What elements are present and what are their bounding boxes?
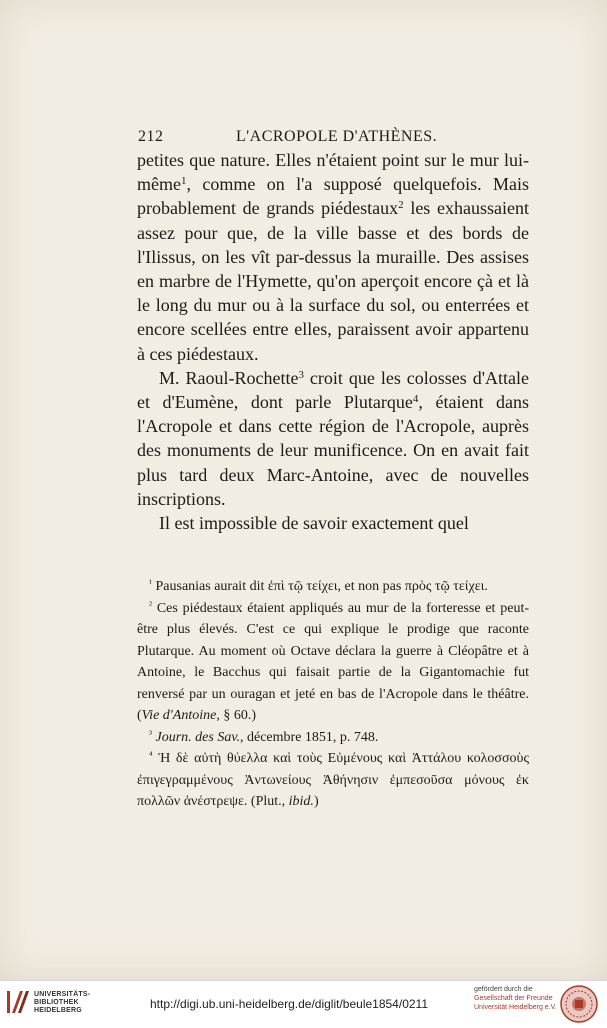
university-seal-icon [560, 985, 598, 1023]
footnote-4-text-b: ) [313, 794, 319, 809]
library-name [34, 991, 90, 1015]
main-text [137, 148, 529, 535]
paragraph-2 [137, 366, 529, 511]
footnotes [137, 576, 529, 813]
paragraph-1 [137, 148, 529, 366]
footnote-ref-1: 1 [180, 175, 187, 188]
footnote-ref-2: 2 [398, 199, 404, 212]
footnote-1-marker: ¹ [149, 578, 152, 589]
paragraph-3: Il est impossible de savoir exactement quel [159, 513, 469, 534]
footnote-3-citation: Journ. des Sav. [155, 729, 240, 745]
footnote-4 [137, 748, 529, 813]
footnote-3 [137, 727, 529, 749]
footnote-1 [137, 576, 529, 598]
library-name-line-1: UNIVERSITÄTS- [34, 991, 91, 998]
paragraph-2-part-c: , étaient dans l'Acropole et dans cette région de l'Acropole, auprès des monuments de leur munificence. On en avait fait plus tard deux Marc-Antoine, avec de nouvelles inscriptions. [137, 392, 530, 509]
viewer-footer [0, 980, 607, 1025]
footnote-2-citation: Vie d'Antoine [141, 708, 217, 723]
sponsor-label: gefördert durch die [474, 986, 533, 993]
footnote-ref-3: 3 [298, 368, 304, 381]
footnote-2-text-b: , § 60.) [216, 708, 256, 723]
sponsor-org-line-1: Gesellschaft der Freunde [474, 995, 553, 1002]
footnote-2-marker: ² [149, 599, 152, 611]
footnote-3-marker: ³ [149, 728, 152, 740]
footnote-2-text-a: Ces piédestaux étaient appliqués au mur de la forteresse et peut-être plus élevés. C'est ce qui explique le prodige que raconte Plutarque. Au moment où Octave déclara la guerre à Cléopâtre et à Antoine, le Bacchus qui faisait partie de la Gigantomachie fut renversé par un ouragan et jeté en bas de l'Acropole dans le théâtre. ( [137, 600, 530, 723]
library-name-line-3: HEIDELBERG [34, 1007, 82, 1014]
footnote-4-citation: ibid. [288, 794, 314, 809]
library-name-line-2: BIBLIOTHEK [34, 999, 79, 1006]
footnote-1-text: Pausanias aurait dit ἐπὶ τῷ τείχει, et non pas πρὸς τῷ τείχει. [155, 579, 488, 594]
footnote-3-text: , décembre 1851, p. 748. [240, 729, 379, 745]
running-title: L'ACROPOLE D'ATHÈNES. [236, 128, 438, 145]
paragraph-2-part-a: M. Raoul-Rochette [159, 367, 299, 388]
sponsor-note [474, 985, 557, 1012]
sponsor-org-line-2: Universität Heidelberg e.V. [474, 1004, 557, 1011]
paragraph-1-part-b: , comme on l'a supposé quelquefois. Mais probablement de grands piédestaux [137, 174, 529, 219]
footnote-4-text-a: Ἡ δὲ αὐτὴ θύελλα καὶ τοὺς Εὐμένους καὶ Ἀττάλου κολοσσοὺς ἐπιγεγραμμένους Ἀντωνείους Ἀθήνησιν ἐμπεσοῦσα μόνους ἐκ πολλῶν ἀνέστρεψε. (Plut., [137, 751, 530, 809]
paragraph-1-part-a: petites que nature. Elles n'étaient point sur le mur lui-même [137, 150, 529, 195]
footnote-2 [137, 598, 529, 727]
paragraph-2-part-b: croit que les colosses d'Attale et d'Eumène, dont parle Plutarque [137, 367, 529, 413]
footnote-ref-4: 4 [412, 393, 419, 406]
footnote-4-marker: ⁴ [149, 750, 153, 761]
library-logo-icon[interactable] [6, 989, 30, 1015]
page-number: 212 [138, 128, 164, 145]
permalink-url[interactable]: http://digi.ub.uni-heidelberg.de/diglit/beule1854/0211 [150, 997, 428, 1011]
paragraph-1-part-c: les exhaussaient assez pour que, de la ville basse et des bords de l'Ilissus, on les vît par-dessus la muraille. Des assises en marbre de l'Hymette, qu'on aperçoit encore çà et là le long du mur ou à la surface du sol, ou enterrées et encore scellées entre elles, paraissent avoir appartenu à ces piédestaux. [137, 198, 530, 364]
